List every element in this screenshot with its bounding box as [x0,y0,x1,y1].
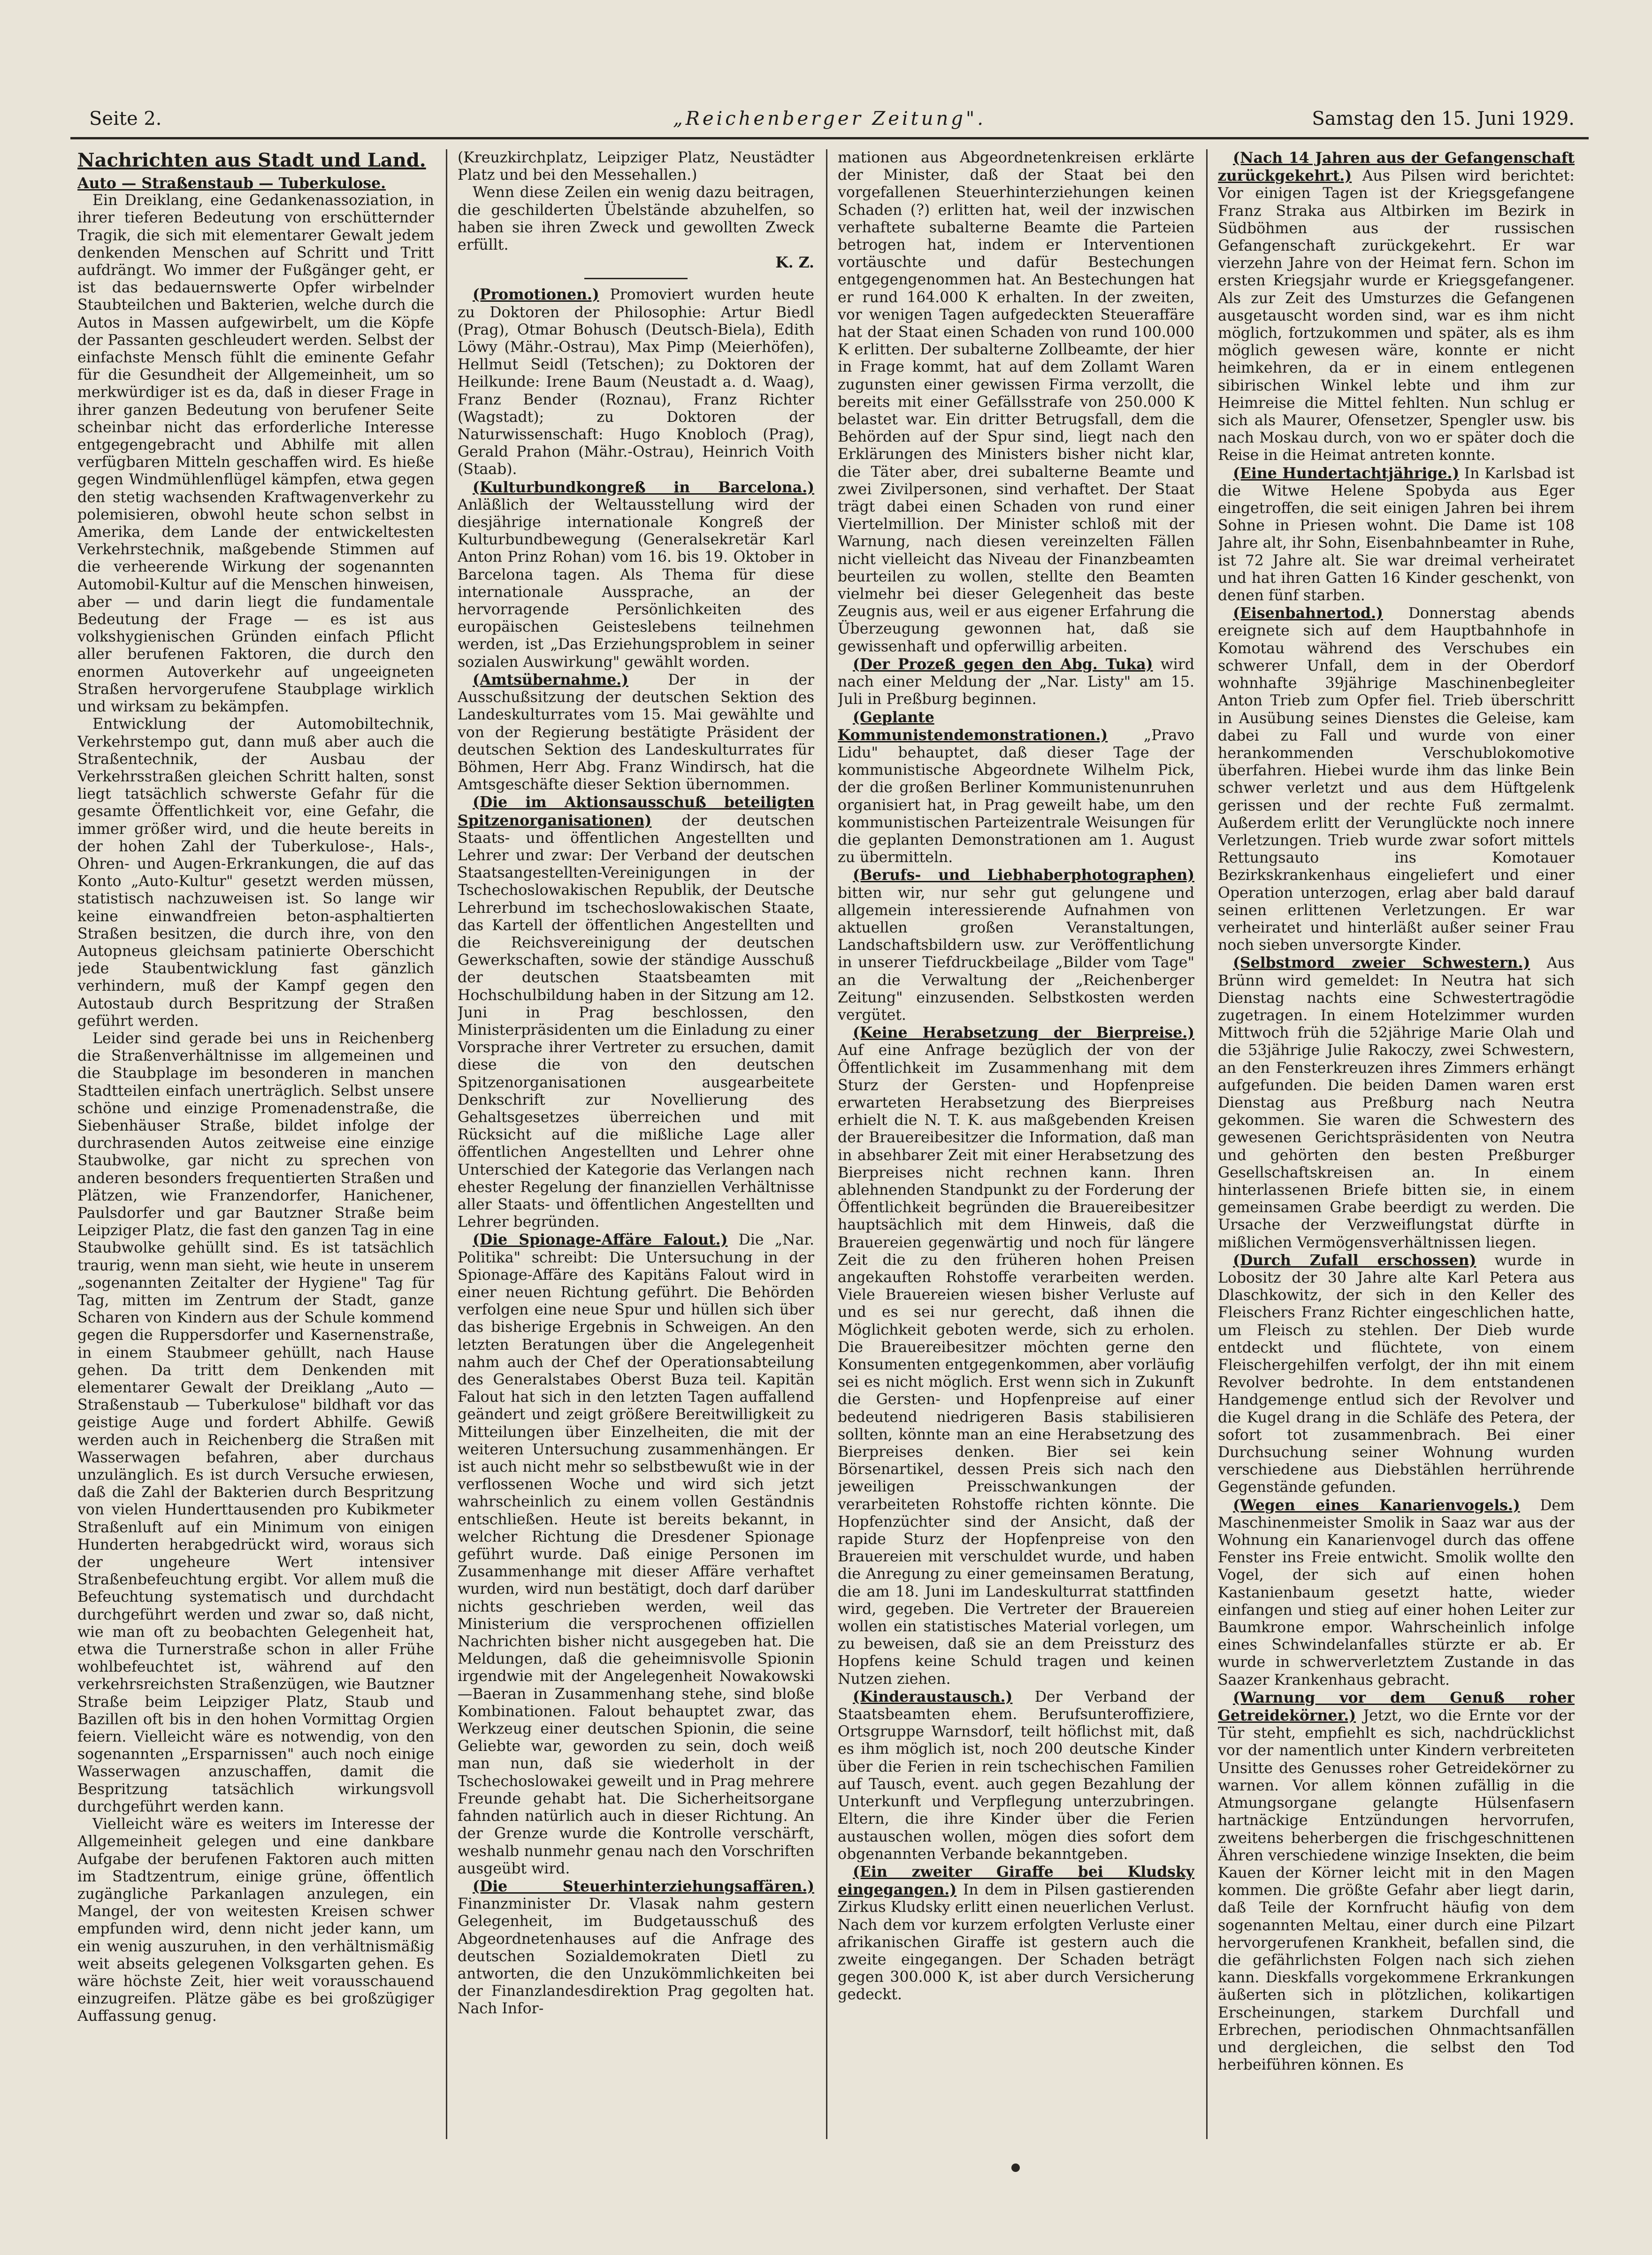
news-item-text: Die „Nar. Politika" schreibt: Die Untersuchung in der Spionage-Affäre des Kapitäns Falout wird in einer neuen Richtung geführt. Die Behörden verfolgen eine neue Spur und hüllen sich über das bisherige Ergebnis in Schweigen. An den letzten Beratungen über die Angelegenheit nahm auch der Chef der Operationsabteilung des Generalstabes Oberst Buza teil. Kapitän Falout hat sich in den letzten Tagen auffallend geändert und zeigt größere Bereitwilligkeit zu Mitteilungen über Einzelheiten, die mit der weiteren Untersuchung zusammenhängen. Er ist auch nicht mehr so selbstbewußt wie in der verflossenen Woche und wird sich jetzt wahrscheinlich zu einem vollen Geständnis entschließen. Heute ist bereits bekannt, in welcher Richtung die Dresdener Spionage geführt wurde. Daß einige Personen im Zusammenhange mit dieser Affäre verhaftet wurden, wird nun bestätigt, doch darf darüber nichts geschrieben werden, weil das Ministerium die versprochenen offiziellen Nachrichten bisher nicht ausgegeben hat. Die Meldungen, daß die geheimnisvolle Spionin irgendwie mit der Angelegenheit Nowakowski—Baeran in Zusammenhang stehe, sind bloße Kombinationen. Falout behauptet zwar, das Werkzeug einer deutschen Spionin, die seine Geliebte war, geworden zu sein, doch weiß man nun, daß sie wiederholt in der Tschechoslowakei geweilt und in Prag mehrere Freunde gehabt hat. Die Sicherheitsorgane fahnden natürlich auch in dieser Richtung. An der Grenze wurde die Kontrolle verschärft, weshalb nunmehr genau nach den Vorschriften ausgeübt wird. [458,1231,814,1877]
column-rule [446,149,447,2139]
news-item [1218,954,1575,1251]
news-item-text: Aus Brünn wird gemeldet: In Neutra hat sich Dienstag nachts eine Schwestertragödie zugetragen. In einem Hotelzimmer wurden Mittwoch früh die 52jährige Marie Olah und die 53jährige Julie Rakoczy, zwei Schwestern, an den Fensterkreuzen ihres Zimmers erhängt aufgefunden. Die beiden Damen waren erst Dienstag aus Preßburg nach Neutra gekommen. Sie waren die Schwestern des gewesenen Gerichtspräsidenten von Neutra und gehörten den besten Preßburger Gesellschaftskreisen an. In einem hinterlassenen Briefe bitten sie, in einem gemeinsamen Grabe beerdigt zu werden. Die Ursache der Verzweiflungstat dürfte in mißlichen Vermögensverhältnissen liegen. [1218,955,1575,1251]
article-paragraph: Ein Dreiklang, eine Gedankenassoziation, in ihrer tieferen Bedeutung von erschütternder Tragik, die sich mit elementarer Gewalt jedem denkenden Menschen auf Schritt und Tritt aufdrängt. Wo immer der Fußgänger geht, er ist das bedauernswerte Opfer wirbelnder Staubteilchen und Bakterien, welche durch die Autos in Massen aufgewirbelt, um die Köpfe der Passanten geschleudert werden. Selbst der einfachste Mensch fühlt die eminente Gefahr für die Gesundheit der Allgemeinheit, um so merkwürdiger ist es da, daß in dieser Frage in ihrer ganzen Bedeutung von berufener Seite scheinbar nicht das erforderliche Interesse entgegengebracht und Abhilfe mit allen verfügbaren Mitteln geschaffen wird. Es hieße gegen Windmühlenflügel kämpfen, etwa gegen den stetig wachsenden Kraftwagenverkehr zu polemisieren, obwohl heute schon selbst in Amerika, dem Lande der entwickeltesten Verkehrstechnik, maßgebende Stimmen auf die verheerende Wirkung der sogenannten Automobil-Kultur auf die Menschen hinweisen, aber — und darin liegt die fundamentale Bedeutung der Frage — es ist aus volkshygienischen Gründen einfach Pflicht aller berufenen Faktoren, die durch den enormen Autoverkehr auf ungeeigneten Straßen hervorgerufene Staubplage wirklich und wirksam zu bekämpfen. [77,192,434,716]
news-item [458,671,814,794]
news-item-title: (Nach 14 Jahren aus der Gefangenschaft zurückgekehrt.) [1218,149,1575,185]
news-item [838,1863,1194,2004]
article-paragraph: mationen aus Abgeordnetenkreisen erklärte der Minister, daß der Staat bei den vorgefallenen Steuerhinterziehungen keinen Schaden (?) erlitten hat, weil der inzwischen verhaftete subalterne Beamte die Parteien betrogen hat, indem er Interventionen vortäuschte und dafür Bestechungen entgegengenommen hat. An Bestechungen hat er rund 164.000 K erhalten. In der zweiten, vor wenigen Tagen aufgedeckten Steueraffäre hat der Staat einen Schaden von rund 100.000 K erlitten. Der subalterne Zollbeamte, der hier in Frage kommt, hat auf dem Zollamt Waren zugunsten einer gewissen Firma verzollt, die bereits mit einer Gefällsstrafe von 250.000 K belastet war. Ein dritter Betrugsfall, dem die Behörden auf der Spur sind, liegt nach den Erklärungen des Ministers bisher nicht klar, die Täter aber, drei subalterne Beamte und zwei Zivilpersonen, sind verhaftet. Der Staat trägt dabei einen Schaden von rund einer Viertelmillion. Der Minister schloß mit der Warnung, nach diesen vereinzelten Fällen nicht vielleicht das Niveau der Finanzbeamten beurteilen zu wollen, stellte den Beamten vielmehr bei dieser Gelegenheit das beste Zeugnis aus, weil er aus eigener Erfahrung die Überzeugung gewonnen hat, daß sie gewissenhaft und opferwillig arbeiten. [838,149,1194,655]
news-item-title: (Wegen eines Kanarienvogels.) [1233,1496,1520,1514]
newspaper-title: „Reichenberger Zeitung". [673,108,986,130]
page-dot [1011,2163,1020,2172]
news-item-title: (Selbstmord zweier Schwestern.) [1233,954,1530,972]
news-item-title: (Berufs- und Liebhaberphotographen) [853,866,1194,884]
article-paragraph: Vielleicht wäre es weiters im Interesse der Allgemeinheit gelegen und eine dankbare Aufgabe der berufenen Faktoren auch mitten im Stadtzentrum, einige grüne, öffentlich zugängliche Parkanlagen anzulegen, ein Mangel, der von weitesten Kreisen schwer empfunden wird, denn nicht jeder kann, um ein wenig auszuruhen, in den verhältnismäßig weit abseits gelegenen Volksgarten gehen. Es wäre höchste Zeit, hier weit vorausschauend einzugreifen. Plätze gäbe es bei großzügiger Auffassung genug. [77,1816,434,2025]
news-item-text: Anläßlich der Weltausstellung wird der diesjährige internationale Kongreß der Kulturbundbewegung (Generalsekretär Karl Anton Prinz Rohan) vom 16. bis 19. Oktober in Barcelona tagen. Als Thema für diese internationale Aussprache, an der hervorragende Persönlichkeiten des europäischen Geisteslebens teilnehmen werden, ist „Das Erziehungsproblem in seiner sozialen Auswirkung" gewählt worden. [458,496,814,671]
news-item-title: (Kinderaustausch.) [853,1688,1013,1705]
article-paragraph: Wenn diese Zeilen ein wenig dazu beitragen, die geschilderten Übelstände abzuhelfen, so haben sie ihren Zweck und gewollten Zweck erfüllt. [458,184,814,254]
news-item-text: In Karlsbad ist die Witwe Helene Spobyda aus Eger eingetroffen, die seit einigen Jahren bei ihrem Sohne in Priesen wohnt. Die Dame ist 108 Jahre alt, ihr Sohn, Eisenbahnbeamter in Ruhe, ist 72 Jahre alt. Sie war dreimal verheiratet und hat ihren Gatten 16 Kinder geschenkt, von denen fünf starben. [1218,465,1575,604]
issue-date: Samstag den 15. Juni 1929. [1312,108,1575,130]
article-paragraph: Leider sind gerade bei uns in Reichenberg die Straßenverhältnisse im allgemeinen und die Staubplage im besonderen in manchen Stadtteilen einfach unerträglich. Selbst unsere schöne und einzige Promenadenstraße, die Siebenhäuser Straße, bildet infolge der durchrasenden Autos zeitweise eine einzige Staubwolke, gar nicht zu sprechen von anderen besonders frequentierten Straßen und Plätzen, wie Franzendorfer, Hanichener, Paulsdorfer und gar Bautzner Straße beim Leipziger Platz, die fast den ganzen Tag in eine Staubwolke gehüllt sind. Es ist tatsächlich traurig, wenn man sieht, wie heute in unserem „sogenannten Zeitalter der Hygiene" Tag für Tag, mitten im Zentrum der Stadt, ganze Scharen von Kindern aus der Schule kommend gegen die Ruppersdorfer und Kasernenstraße, in einem Staubmeer gehüllt, nach Hause gehen. Da tritt dem Denkenden mit elementarer Gewalt der Dreiklang „Auto — Straßenstaub — Tuberkulose" bildhaft vor das geistige Auge und fordert Abhilfe. Gewiß werden auch in Reichenberg die Straßen mit Wasserwagen befahren, aber durchaus unzulänglich. Es ist durch Versuche erwiesen, daß die Zahl der Bakterien durch Bespritzung von vielen Hunderttausenden pro Kubikmeter Straßenluft auf ein Minimum von einigen Hunderten herabgedrückt wird, woraus sich der ungeheure Wert intensiver Straßenbefeuchtung ergibt. Vor allem muß die Befeuchtung systematisch und durchdacht durchgeführt werden und zwar so, daß nicht, wie man oft zu beobachten Gelegenheit hat, etwa die Turnerstraße schon in aller Frühe wohlbefeuchtet ist, während auf den verkehrsreichsten Straßenzügen, wie Bautzner Straße beim Leipziger Platz, Staub und Bazillen oft bis in den hohen Vormittag Orgien feiern. Vielleicht wäre es notwendig, von den sogenannten „Ersparnissen" auch noch einige Wasserwagen anzuschaffen, damit die Bespritzung tatsächlich wirkungsvoll durchgeführt werden kann. [77,1030,434,1815]
news-item [1218,1497,1575,1689]
article-signature: K. Z. [775,254,814,272]
news-item-text: Auf eine Anfrage bezüglich der von der Öffentlichkeit im Zusammenhang mit dem Sturz der Gersten- und Hopfenpreise erwarteten Herabsetzung des Bierpreises erhielt die N. T. K. aus maßgebenden Kreisen der Brauereibesitzer die Information, daß man in absehbarer Zeit mit einer Herabsetzung des Bierpreises nicht rechnen kann. Ihren ablehnenden Standpunkt zu der Forderung der Öffentlichkeit begründen die Brauereibesitzer hauptsächlich mit dem Hinweis, daß die Brauereien gegenwärtig und noch für längere Zeit die zu den früheren hohen Preisen angekauften Rohstoffe verarbeiten werden. Viele Brauereien wiesen bisher Verluste auf und es sei nur gerecht, daß ihnen die Möglichkeit geboten werde, sich zu erholen. Die Brauereibesitzer möchten gerne den Konsumenten entgegenkommen, aber vorläufig sei es nicht möglich. Erst wenn sich in Zukunft die Gersten- und Hopfenpreise auf einer bedeutend niedrigeren Basis stabilisieren sollten, könnte man an eine Herabsetzung des Bierpreises denken. Bier sei kein Börsenartikel, dessen Preis sich nach den jeweiligen Preisschwankungen der verarbeiteten Rohstoffe richten könnte. Die Hopfenzüchter sind der Ansicht, daß der rapide Sturz der Hopfenpreise von den Brauereien mit verschuldet wurde, und haben die Anregung zu einer gemeinsamen Beratung, die am 18. Juni im Landeskulturrat stattfinden wird, gegeben. Die Vertreter der Brauereien wollen ein statistisches Material vorlegen, um zu beweisen, daß sie an dem Preissturz des Hopfens keine Schuld tragen und keinen Nutzen ziehen. [838,1042,1194,1688]
news-item [838,656,1194,709]
news-item-title: (Keine Herabsetzung der Bierpreise.) [853,1024,1194,1042]
news-item [458,479,814,671]
news-item [838,866,1194,1024]
news-item [1218,465,1575,605]
news-item-title: (Die Spionage-Affäre Falout.) [473,1231,728,1249]
news-item-title: (Promotionen.) [473,286,599,304]
news-item [458,1878,814,2018]
column-rule [1206,149,1208,2139]
news-item-text: wurde in Lobositz der 30 Jahre alte Karl Petera aus Dlaschkowitz, der sich in den Keller des Fleischers Franz Richter eingeschlichen hatte, um Fleisch zu stehlen. Der Dieb wurde entdeckt und flüchtete, von einem Fleischergehilfen verfolgt, der ihn mit einem Revolver bedrohte. In dem entstandenen Handgemenge entlud sich der Revolver und die Kugel drang in die Schläfe des Petera, der sofort tot zusammenbrach. Bei einer Durchsuchung seiner Wohnung wurden verschiedene aus Diebstählen herrührende Gegenstände gefunden. [1218,1252,1575,1496]
news-item-title: (Die im Aktionsausschuß beteiligten Spitzenorganisationen) [458,794,814,829]
divider [584,278,688,279]
news-item-text: Aus Pilsen wird berichtet: Vor einigen Tagen ist der Kriegsgefangene Franz Straka aus Altbirken im Bezirk in Südböhmen aus der russischen Gefangenschaft zurückgekehrt. Er war vierzehn Jahre von der Heimat fern. Schon im ersten Kriegsjahr wurde er Kriegsgefangener. Als zur Zeit des Umsturzes die Gefangenen ausgetauscht worden sind, war es ihm nicht möglich, fortzukommen und später, als es ihm möglich gewesen wäre, konnte er nicht heimkehren, da er in einem entlegenen sibirischen Winkel lebte und ihm zur Heimreise die Mittel fehlten. Nun schlug er sich als Maurer, Ofensetzer, Spengler usw. bis nach Moskau durch, von wo er später doch die Reise in die Heimat antreten konnte. [1218,168,1575,464]
news-item-text: „Pravo Lidu" behauptet, daß dieser Tage der kommunistische Abgeordnete Wilhelm Pick, der die großen Berliner Kommunistenunruhen organisiert hat, in Prag geweilt habe, um den kommunistischen Parteizentrale Weisungen für die geplanten Demonstrationen am 1. August zu übermitteln. [838,726,1194,866]
news-item-text: Dem Maschinenmeister Smolik in Saaz war aus der Wohnung ein Kanarienvogel durch das offene Fenster ins Freie entwicht. Smolik wollte den Vogel, der sich auf einen hohen Kastanienbaum gesetzt hatte, wieder einfangen und stieg auf einer hohen Leiter zur Baumkrone empor. Wahrscheinlich infolge eines Schwindelanfalles stürzte er ab. Er wurde in schwerverletztem Zustande in das Saazer Krankenhaus gebracht. [1218,1497,1575,1689]
news-item-title: (Geplante Kommunistendemonstrationen.) [838,708,1108,744]
news-item-text: Der Verband der Staatsbeamten ehem. Berufsunteroffiziere, Ortsgruppe Warnsdorf, teilt höflichst mit, daß es ihm möglich ist, noch 200 deutsche Kinder über die Ferien in rein tschechischen Familien auf Tausch, event. auch gegen Bezahlung der Unterkunft und Verpflegung unterzubringen. Eltern, die ihre Kinder über die Ferien austauschen wollen, mögen dies sofort dem obgenannten Verbande bekanntgeben. [838,1688,1194,1863]
news-item [1218,1252,1575,1497]
news-item-text: bitten wir, nur sehr gut gelungene und allgemein interessierende Aufnahmen von aktuellen großen Veranstaltungen, Landschaftsbildern usw. zur Veröffentlichung in unserer Tiefdruckbeilage „Bilder vom Tage" an die Verwaltung der „Reichenberger Zeitung" einzusenden. Selbstkosten werden vergütet. [838,884,1194,1024]
news-item-title: (Kulturbundkongreß in Barcelona.) [473,478,814,496]
news-item [1218,604,1575,954]
news-item [838,1024,1194,1688]
news-item-title: (Warnung vor dem Genuß roher Getreidekörner.) [1218,1689,1575,1725]
news-item-text: Finanzminister Dr. Vlasak nahm gestern Gelegenheit, im Budgetausschuß des Abgeordnetenhauses auf die Anfrage des deutschen Sozialdemokraten Dietl zu antworten, die den Unzukömmlichkeiten bei der Finanzlandesdirektion Prag gegolten hat. Nach Infor- [458,1896,814,2018]
news-item-title: (Der Prozeß gegen den Abg. Tuka) [853,655,1153,673]
article-paragraph: (Kreuzkirchplatz, Leipziger Platz, Neustädter Platz und bei den Messehallen.) [458,149,814,184]
page-header [70,104,1589,139]
news-item-text: der deutschen Staats- und öffentlichen Angestellten und Lehrer und zwar: Der Verband der deutschen Staatsangestellten-Vereinigungen in der Tschechoslowakischen Republik, der Deutsche Lehrerbund im tschechoslowakischen Staate, das Kartell der öffentlichen Angestellten und die Reichsvereinigung der deutschen Gewerkschaften, sowie der ständige Ausschuß der deutschen Staatsbeamten mit Hochschulbildung haben in der Sitzung am 12. Juni in Prag beschlossen, den Ministerpräsidenten um die Einladung zu einer Vorsprache ihrer Vertreter zu ersuchen, damit diese die von den deutschen Spitzenorganisationen ausgearbeitete Denkschrift zur Novellierung des Gehaltsgesetzes überreichen und mit Rücksicht auf die mißliche Lage aller öffentlichen Angestellten und Lehrer ohne Unterschied der Kategorie das Verlangen nach ehester Regelung der finanziellen Verhältnisse aller Staats- und öffentlichen Angestellten und Lehrer begründen. [458,812,814,1231]
news-item-text: In dem in Pilsen gastierenden Zirkus Kludsky erlitt einen neuerlichen Verlust. Nach dem vor kurzem erfolgten Verluste einer afrikanischen Giraffe ist gestern auch die zweite eingegangen. Der Schaden beträgt gegen 300.000 K, ist aber durch Versicherung gedeckt. [838,1881,1194,2003]
news-item-title: (Die Steuerhinterziehungsaffären.) [473,1877,814,1895]
news-item-text: Donnerstag abends ereignete sich auf dem Hauptbahnhofe in Komotau während des Verschubes ein schwerer Unfall, dem in der Oberdorf wohnhafte 39jährige Maschinenbegleiter Anton Trieb zum Opfer fiel. Trieb überschritt in Ausübung seines Dienstes die Geleise, kam dabei zu Fall und wurde von einer herankommenden Verschublokomotive überfahren. Hiebei wurde ihm das linke Bein schwer verletzt und aus dem Hüftgelenk gerissen und der rechte Fuß zermalmt. Außerdem erlitt der Verunglückte noch innere Verletzungen. Trieb wurde zwar sofort mittels Rettungsauto ins Komotauer Bezirkskrankenhaus eingeliefert und einer Operation unterzogen, erlag aber bald darauf seinen erlittenen Verletzungen. Er war verheiratet und hinterläßt außer seiner Frau noch sieben unversorgte Kinder. [1218,605,1575,954]
news-item [838,1688,1194,1863]
news-item-title: (Eine Hundertachtjährige.) [1233,464,1460,482]
column-2 [458,149,814,2158]
news-item-text: wird nach einer Meldung der „Nar. Listy" am 15. Juli in Preßburg beginnen. [838,656,1194,708]
news-item [458,286,814,478]
column-1 [77,149,434,2158]
column-3 [838,149,1194,2158]
news-item [838,709,1194,867]
news-item-title: (Eisenbahnertod.) [1233,604,1383,622]
news-item-text: Promoviert wurden heute zu Doktoren der Philosophie: Artur Biedl (Prag), Otmar Bohusch (Deutsch-Biela), Edith Löwy (Mähr.-Ostrau), Max Pimp (Meierhöfen), Hellmut Seidl (Tetschen); zu Doktoren der Heilkunde: Irene Baum (Neustadt a. d. Waag), Franz Bender (Roznau), Franz Richter (Wagstadt); zu Doktoren der Naturwissenschaft: Hugo Knobloch (Prag), Gerald Prahon (Mähr.-Ostrau), Heinrich Voith (Staab). [458,286,814,478]
news-item [1218,1689,1575,2074]
news-item [458,1231,814,1878]
article-heading: Auto — Straßenstaub — Tuberkulose. [77,175,386,192]
news-item-text: Jetzt, wo die Ernte vor der Tür steht, empfiehlt es sich, nachdrücklichst vor der namentlich unter Kindern verbreiteten Unsitte des Genusses roher Getreidekörner zu warnen. Vor allem können zufällig in die Atmungsorgane gelangte Hülsenfasern hartnäckige Entzündungen hervorrufen, zweitens beherbergen die frischgeschnittenen Ähren verschiedene winzige Insekten, die beim Kauen der Körner leicht mit in den Magen kommen. Die größte Gefahr aber liegt darin, daß Teile der Kornfrucht häufig von dem sogenannten Meltau, einer durch eine Pilzart hervorgerufenen Krankheit, befallen sind, die die gefährlichsten Folgen nach sich ziehen kann. Dieskfalls vorgekommene Erkrankungen äußerten sich in plötzlichen, kolikartigen Erscheinungen, starkem Durchfall und Erbrechen, periodischen Ohnmachtsanfällen und dergleichen, die selbst den Tod herbeiführen können. Es [1218,1707,1575,2074]
article-paragraph: Entwicklung der Automobiltechnik, Verkehrstempo gut, dann muß aber auch die Straßentechnik, der Ausbau der Verkehrsstraßen gleichen Schritt halten, sonst liegt tatsächlich schwerste Gefahr für die gesamte Öffentlichkeit vor, eine Gefahr, die immer größer wird, und die heute bereits in der hohen Zahl der Tuberkulose-, Hals-, Ohren- und Augen-Erkrankungen, die auf das Konto „Auto-Kultur" gesetzt werden müssen, statistisch nachzuweisen ist. So lange wir keine einwandfreien beton-asphaltierten Straßen besitzen, die durch ihre, von den Autopneus gleichsam patinierte Oberschicht jede Staubentwicklung fast gänzlich verhindern, muß der Kampf gegen den Autostaub durch Bespritzung der Straßen geführt werden. [77,716,434,1030]
section-title: Nachrichten aus Stadt und Land. [77,149,426,171]
news-item [458,794,814,1231]
news-item-title: (Amtsübernahme.) [473,671,628,688]
column-rule [826,149,827,2139]
news-item [1218,149,1575,465]
page-number: Seite 2. [89,108,162,130]
column-4 [1218,149,1575,2158]
news-item-title: (Durch Zufall erschossen) [1233,1251,1476,1269]
news-item-text: Der in der Ausschußsitzung der deutschen Sektion des Landeskulturrates vom 15. Mai gewählte und von der Regierung bestätigte Präsident der deutschen Sektion des Landeskulturrates für Böhmen, Herr Abg. Franz Windirsch, hat die Amtsgeschäfte dieser Sektion übernommen. [458,671,814,794]
news-item-title: (Ein zweiter Giraffe bei Kludsky eingegangen.) [838,1863,1194,1899]
